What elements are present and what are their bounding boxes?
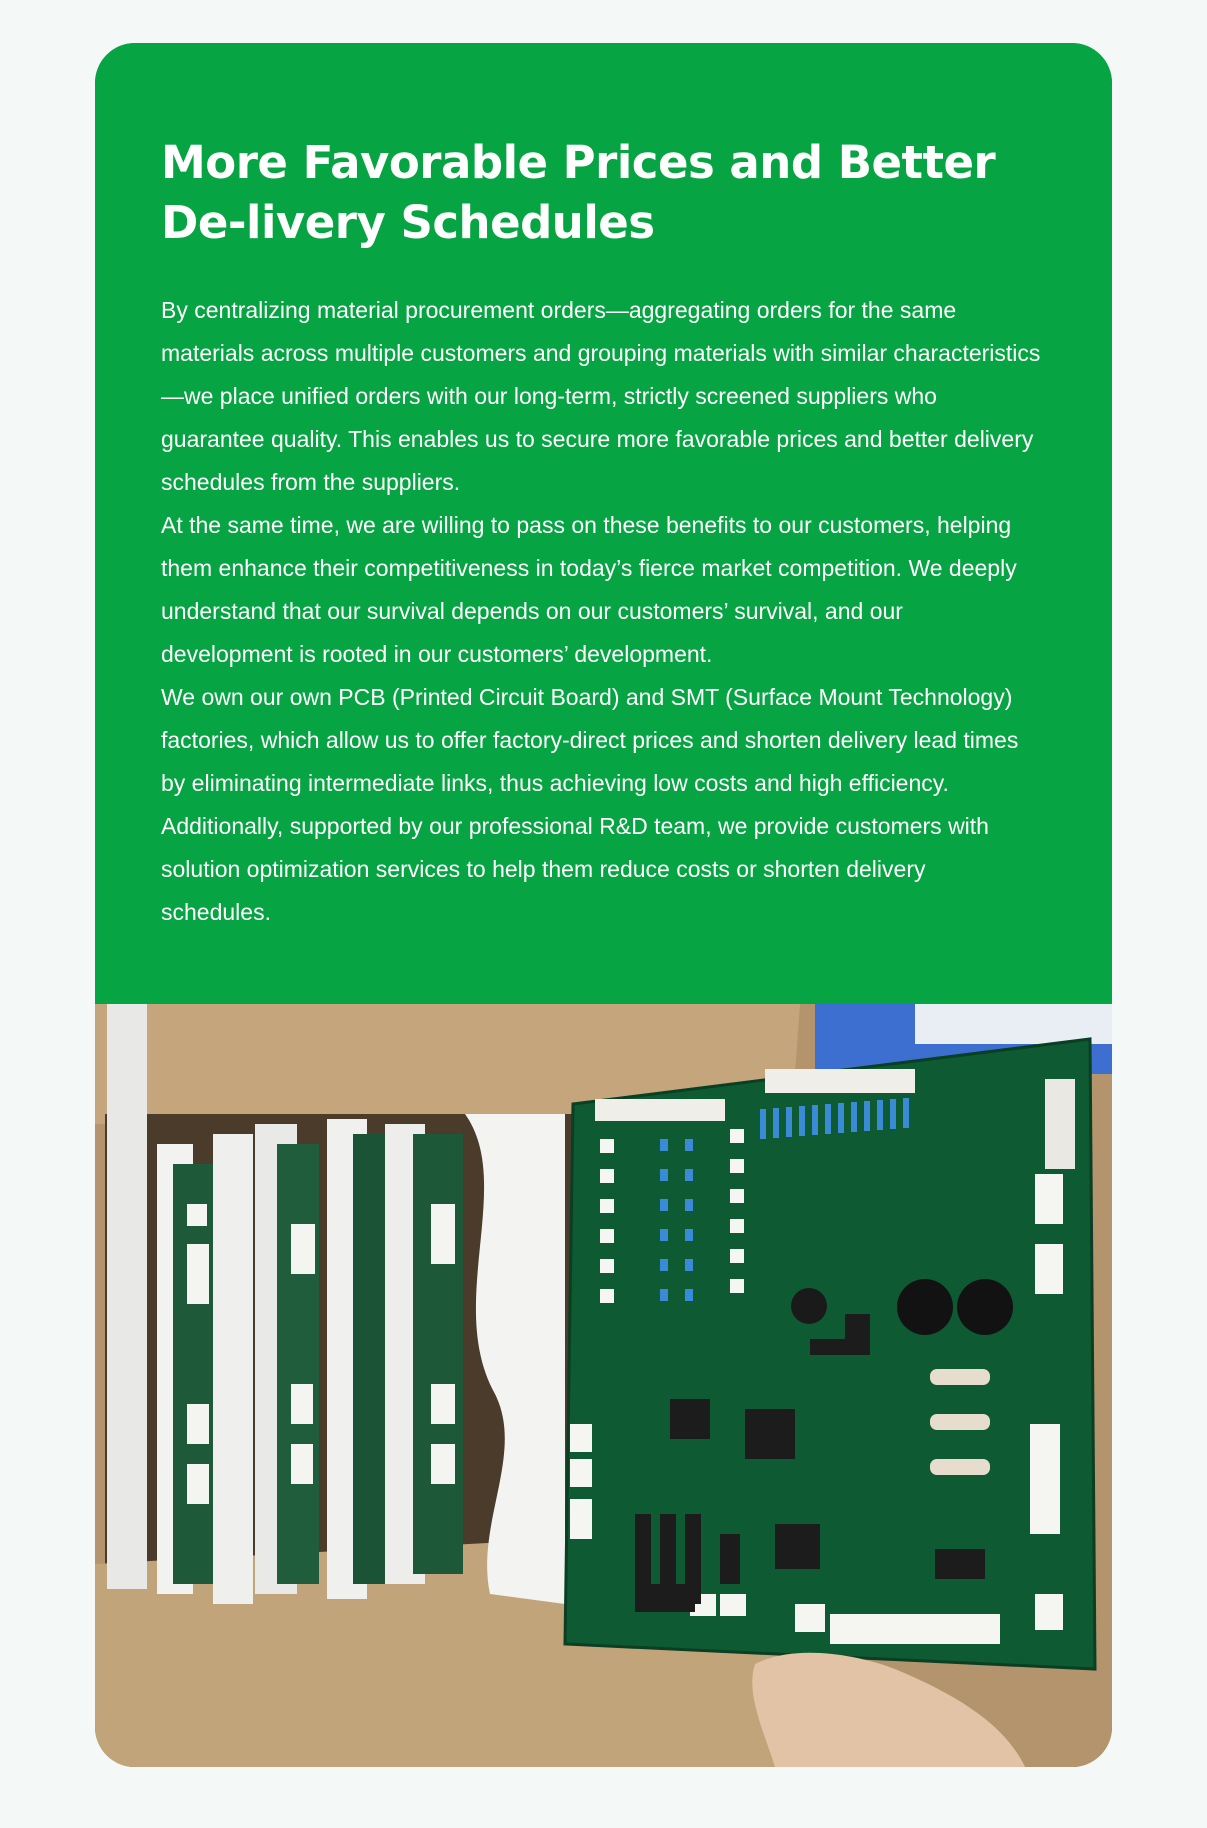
paragraph-benefits: At the same time, we are willing to pass on these benefits to our customers, helping them enhance their competitiveness in today’s fierce market competition. We deeply understand that our survival depends on our customers’ survival, and our development is rooted in our customers’ development.: [161, 512, 1017, 667]
text-panel: [95, 43, 1112, 1004]
section-body: [161, 289, 1041, 934]
paragraph-procurement: By centralizing material procurement orders—aggregating orders for the same materials across multiple customers and grouping materials with similar characteristics—we place unified orders with our long-term, strictly screened suppliers who guarantee quality. This enables us to secure more favorable prices and better delivery schedules from the suppliers.: [161, 297, 1041, 495]
paragraph-factories: We own our own PCB (Printed Circuit Board) and SMT (Surface Mount Technology) factories, which allow us to offer factory-direct prices and shorten delivery lead times by eliminating intermediate links, thus achieving low costs and high efficiency. Additionally, supported by our professional R&D team, we provide customers with solution optimization services to help them reduce costs or shorten delivery schedules.: [161, 684, 1019, 925]
feature-card: [95, 43, 1112, 1767]
section-title: More Favorable Prices and Better De-livery Schedules: [161, 136, 996, 249]
pcb-boxes-photo: [95, 1004, 1112, 1767]
